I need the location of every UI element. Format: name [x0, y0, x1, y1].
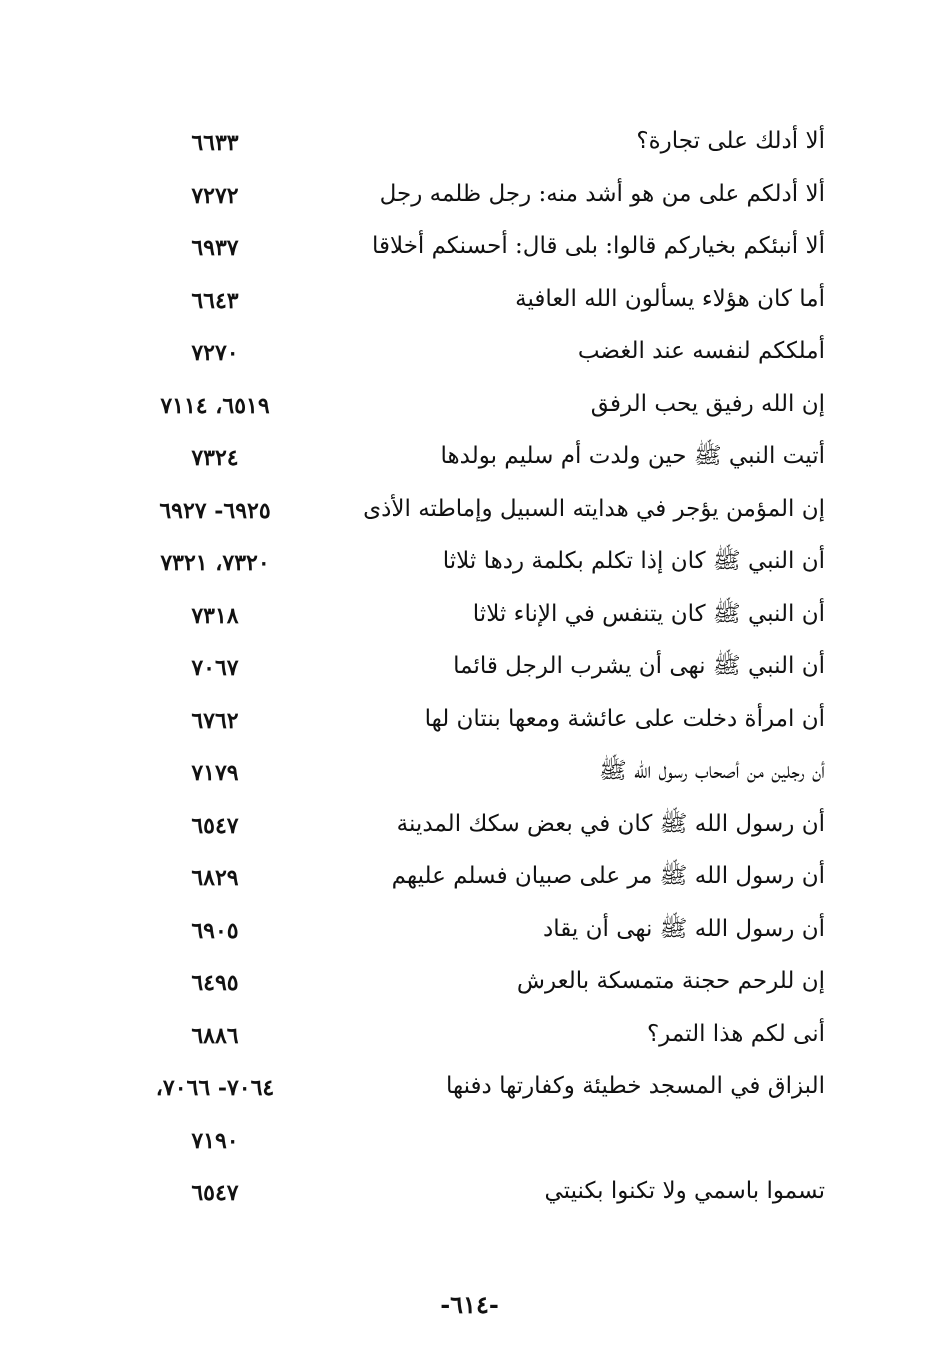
hadith-text: تسموا باسمي ولا تكنوا بكنيتي [544, 1178, 825, 1204]
reference-numbers: ٦٥١٩، ٧١١٤ [160, 392, 270, 419]
index-entry [0, 116, 939, 169]
reference-numbers: ٦٩٠٥ [191, 917, 239, 944]
index-entry [0, 589, 939, 642]
hadith-text: أن رسول الله ﷺ مر على صبيان فسلم عليهم [391, 863, 825, 889]
index-entry [0, 1009, 939, 1062]
index-entry [0, 956, 939, 1009]
index-entry [0, 799, 939, 852]
reference-numbers: ٦٨٢٩ [191, 865, 239, 891]
index-entry [0, 746, 939, 799]
index-entry [0, 274, 939, 327]
index-entry [0, 326, 939, 379]
index-entry [0, 221, 939, 274]
reference-numbers: ٦٤٩٥ [191, 970, 239, 996]
reference-numbers: ٧١٩٠ [191, 1127, 239, 1154]
hadith-text: أتيت النبي ﷺ حين ولدت أم سليم بولدها [440, 443, 825, 469]
hadith-text: أن النبي ﷺ نهى أن يشرب الرجل قائما [453, 653, 825, 679]
reference-numbers: ٦٦٤٣ [191, 287, 239, 314]
hadith-text: ألا أنبئكم بخياركم قالوا: بلى قال: أحسنكم أخلاقا [371, 233, 825, 259]
reference-numbers: ٦٩٣٧ [191, 235, 239, 261]
hadith-text: أن رجلين من أصحاب رسول الله ﷺ [598, 758, 825, 784]
hadith-text: أن رسول الله ﷺ نهى أن يقاد [543, 915, 825, 942]
index-entry [0, 851, 939, 904]
hadith-text: ألا أدلك على تجارة؟ [636, 128, 825, 154]
index-entry [0, 1114, 939, 1167]
index-entry [0, 536, 939, 589]
hadith-text: ألا أدلكم على من هو أشد منه: رجل ظلمه رجل [379, 180, 825, 207]
reference-numbers: ٧٢٧٠ [191, 340, 239, 366]
hadith-text: أن امرأة دخلت على عائشة ومعها بنتان لها [424, 705, 825, 732]
reference-numbers: ٧٠٦٤- ٧٠٦٦، [155, 1075, 275, 1101]
reference-numbers: ٦٥٤٧ [191, 812, 239, 839]
index-entry [0, 694, 939, 747]
reference-numbers: ٧٣١٨ [191, 602, 239, 629]
index-entry [0, 1061, 939, 1114]
reference-numbers: ٦٨٨٦ [191, 1022, 239, 1049]
hadith-index-list [0, 116, 939, 1219]
reference-numbers: ٦٩٢٥- ٦٩٢٧ [159, 497, 271, 524]
reference-numbers: ٧٣٢٠، ٧٣٢١ [160, 550, 270, 576]
index-entry [0, 169, 939, 222]
hadith-text: أنى لكم هذا التمر؟ [646, 1020, 825, 1047]
index-entry [0, 904, 939, 957]
reference-numbers: ٧٢٧٢ [191, 182, 239, 209]
reference-numbers: ٧١٧٩ [191, 760, 239, 786]
hadith-text: إن للرحم حجنة متمسكة بالعرش [516, 968, 825, 994]
index-entry [0, 641, 939, 694]
index-entry [0, 484, 939, 537]
page-number-label: -٦١٤- [440, 1290, 499, 1319]
hadith-text: أملككم لنفسه عند الغضب [577, 338, 825, 364]
hadith-text: أن رسول الله ﷺ كان في بعض سكك المدينة [396, 810, 825, 837]
index-entry [0, 1166, 939, 1219]
reference-numbers: ٧٠٦٧ [191, 655, 239, 681]
reference-numbers: ٦٦٣٣ [191, 130, 239, 156]
hadith-text: أن النبي ﷺ كان يتنفس في الإناء ثلاثا [472, 600, 825, 627]
reference-numbers: ٧٣٢٤ [191, 445, 239, 471]
page-number [0, 1290, 939, 1319]
hadith-text: أما كان هؤلاء يسألون الله العافية [515, 285, 825, 312]
reference-numbers: ٦٧٦٢ [191, 707, 239, 734]
index-entry [0, 431, 939, 484]
hadith-text: أن النبي ﷺ كان إذا تكلم بكلمة ردها ثلاثا [442, 548, 825, 574]
hadith-text: إن الله رفيق يحب الرفق [590, 390, 825, 417]
hadith-text: البزاق في المسجد خطيئة وكفارتها دفنها [445, 1073, 825, 1099]
reference-numbers: ٦٥٤٧ [191, 1180, 239, 1206]
hadith-text: إن المؤمن يؤجر في هدايته السبيل وإماطته الأذى [363, 495, 825, 522]
index-entry [0, 379, 939, 432]
